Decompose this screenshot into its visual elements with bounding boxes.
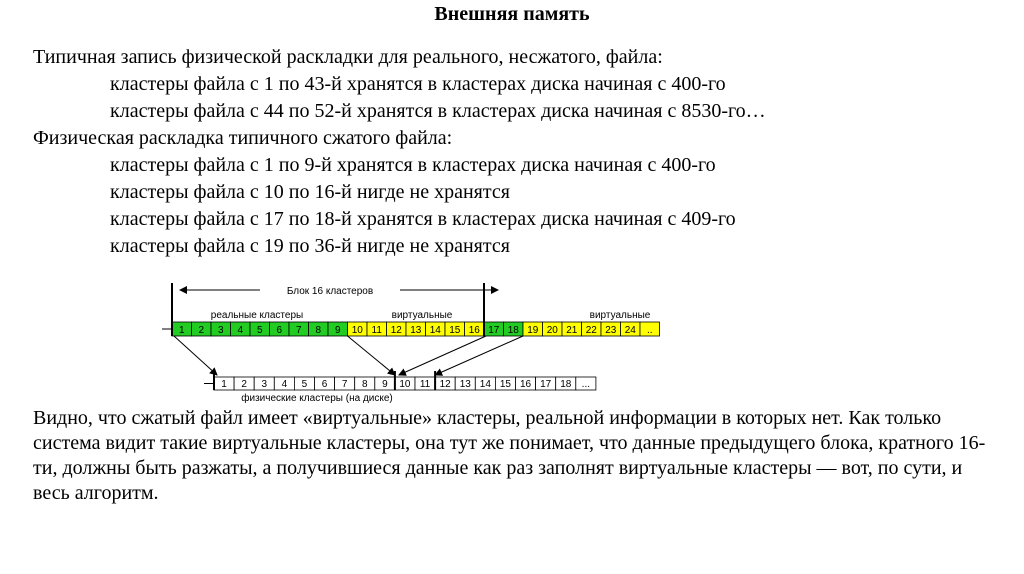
disk-cluster-label: 12: [439, 379, 451, 390]
physical-clusters-label: физические кластеры (на диске): [241, 393, 393, 404]
top-cluster-label: 8: [315, 325, 322, 336]
text-line: кластеры файла с 10 по 16-й нигде не хранятся: [110, 181, 510, 203]
top-cluster-label: 10: [351, 325, 363, 336]
disk-cluster-label: 7: [341, 379, 348, 390]
top-cluster-label: 21: [566, 325, 578, 336]
top-cluster-label: 1: [178, 325, 185, 336]
mapping-arrow: [399, 336, 486, 375]
top-cluster-label: 4: [237, 325, 244, 336]
top-cluster-label: 23: [605, 325, 617, 336]
disk-cluster-label: 2: [241, 379, 247, 390]
top-cluster-label: 5: [256, 325, 263, 336]
disk-cluster-label: 18: [560, 379, 572, 390]
disk-cluster-label: 16: [519, 379, 532, 390]
mapping-arrow: [348, 336, 395, 375]
top-cluster-label: 6: [276, 325, 283, 336]
text-line: кластеры файла с 19 по 36-й нигде не хранятся: [110, 235, 510, 257]
top-cluster-label: 3: [217, 325, 224, 336]
top-cluster-label: 18: [507, 325, 519, 336]
disk-cluster-label: 11: [419, 379, 431, 390]
top-cluster-label: 19: [527, 325, 539, 336]
top-cluster-label: 7: [295, 325, 302, 336]
explanation-paragraph: Видно, что сжатый файл имеет «виртуальные» кластеры, реальной информации в которых нет. Как только система видит такие виртуальные кластеры, она тут же понимает, что данные предыдущего блока, кратного 16-ти, должны быть разжаты, а получившиеся данные как раз заполнят виртуальные кластеры — вот, по сути, и весь алгоритм.: [33, 407, 986, 504]
disk-cluster-label: 3: [261, 379, 268, 390]
top-cluster-label: 15: [449, 325, 461, 336]
text-line: Типичная запись физической раскладки для реального, несжатого, файла:: [33, 46, 663, 68]
disk-cluster-label: 8: [361, 379, 368, 390]
top-cluster-label: 22: [585, 325, 597, 336]
real-clusters-label: реальные кластеры: [210, 310, 304, 321]
slide-title: Внешняя память: [434, 3, 590, 25]
top-cluster-label: 24: [624, 325, 636, 336]
disk-cluster-label: 14: [479, 379, 491, 390]
disk-cluster-label: 6: [321, 379, 328, 390]
block-label: Блок 16 кластеров: [286, 286, 374, 297]
top-cluster-label: 13: [410, 325, 422, 336]
top-cluster-label: 17: [488, 325, 500, 336]
text-line: кластеры файла с 17 по 18-й хранятся в кластерах диска начиная с 409-го: [110, 208, 736, 230]
top-cluster-label: 20: [546, 325, 558, 336]
disk-cluster-label: 13: [459, 379, 471, 390]
text-line: кластеры файла с 44 по 52-й хранятся в кластерах диска начиная с 8530-го…: [110, 100, 766, 122]
disk-cluster-label: 15: [499, 379, 512, 390]
top-cluster-label: ..: [646, 325, 653, 336]
top-cluster-label: 14: [429, 325, 441, 336]
disk-cluster-label: 9: [382, 379, 388, 390]
disk-cluster-label: ...: [581, 379, 591, 390]
disk-cluster-label: 5: [301, 379, 308, 390]
text-line: Физическая раскладка типичного сжатого файла:: [33, 127, 453, 149]
disk-cluster-label: 4: [281, 379, 288, 390]
virtual-clusters-label: виртуальные: [589, 310, 651, 321]
text-line: кластеры файла с 1 по 43-й хранятся в кластерах диска начиная с 400-го: [110, 73, 726, 95]
disk-cluster-label: 1: [221, 379, 227, 390]
text-line: кластеры файла с 1 по 9-й хранятся в кластерах диска начиная с 400-го: [110, 154, 716, 176]
top-cluster-label: 9: [334, 325, 341, 336]
top-cluster-label: 11: [371, 325, 382, 336]
virtual-clusters-label: виртуальные: [391, 310, 453, 321]
top-cluster-label: 2: [198, 325, 205, 336]
disk-cluster-label: 10: [399, 379, 411, 390]
top-cluster-label: 16: [468, 325, 480, 336]
top-cluster-label: 12: [390, 325, 402, 336]
disk-cluster-label: 17: [540, 379, 552, 390]
mapping-arrow: [174, 336, 217, 375]
mapping-arrow: [435, 336, 523, 375]
